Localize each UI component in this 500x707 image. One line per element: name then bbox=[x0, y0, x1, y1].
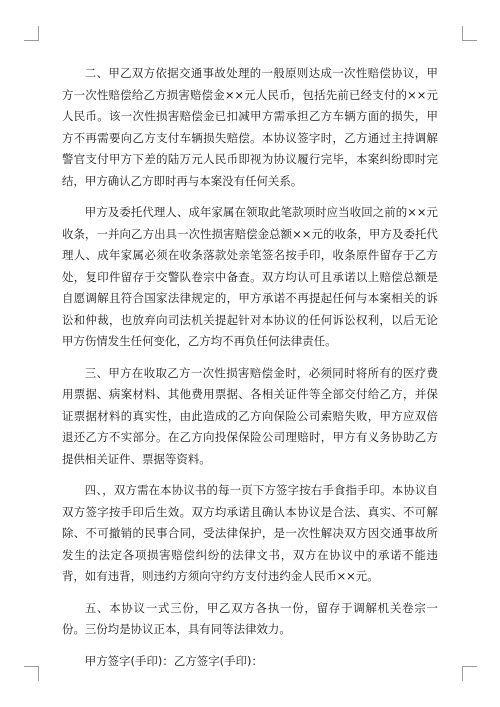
signature-line: 甲方签字(手印)：乙方签字(手印)： bbox=[84, 653, 263, 668]
clause-four-paragraph: 四、，双方需在本协议书的每一页下方签字按右手食指手印。本协议自双方签字按手印后生效。双方均承诺且确认本协议是合法、真实、不可解除、不可撤销的民事合同，受法律保护，是一次性解决双方因交通事故所发生的法定各项损害赔偿纠纷的法律文书，双方在协议中的承诺不能违背，如有违背，则违约方须向守约方支付违约金人民币××元。 bbox=[62, 483, 438, 583]
receipt-paragraph: 甲方及委托代理人、成年家属在领取此笔款项时应当收回之前的××元收条，一并向乙方出具一次性损害赔偿金总额××元的收条，甲方及委托代理人、成年家属必须在收条落款处亲笔签名按手印，收条原件留存于乙方处，复印件留存于交警队卷宗中备查。双方均认可且承诺以上赔偿总额是自愿调解且符合国家法律规定的，甲方承诺不再提起任何与本案相关的诉讼和仲裁，也放弃向司法机关提起针对本协议的任何诉讼权利，以后无论甲方伤情发生任何变化，乙方均不再负任何法律责任。 bbox=[62, 205, 438, 348]
crop-mark-bottom-left bbox=[24, 666, 39, 681]
clause-three-paragraph: 三、甲方在收取乙方一次性损害赔偿金时，必须同时将所有的医疗费用票据、病案材料、其他费用票据、各相关证件等全部交付给乙方，并保证票据材料的真实性，由此造成的乙方向保险公司索赔失败，甲方应双倍退还乙方不实部分。在乙方向投保保险公司理赔时，甲方有义务协助乙方提供相关证件、票据等资料。 bbox=[62, 365, 438, 466]
crop-mark-bottom-right bbox=[462, 666, 477, 681]
clause-five-paragraph: 五、本协议一式三份，甲乙双方各执一份，留存于调解机关卷宗一份。三份均是协议正本，具有同等法律效力。 bbox=[62, 600, 438, 636]
crop-mark-top-left bbox=[24, 26, 39, 41]
clause-two-paragraph: 二、甲乙双方依据交通事故处理的一般原则达成一次性赔偿协议，甲方一次性赔偿给乙方损害赔偿金××元人民币，包括先前已经支付的××元人民币。该一次性损害赔偿金已扣减甲方需承担乙方车辆方面的损失，甲方不再需要向乙方支付车辆损失赔偿。本协议签字时，乙方通过主持调解警官支付甲方下差的陆万元人民币即视为协议履行完毕，本案纠纷即时完结，甲方确认乙方即时再与本案没有任何关系。 bbox=[62, 66, 438, 188]
crop-mark-top-right bbox=[462, 26, 477, 41]
document-body bbox=[62, 63, 438, 682]
